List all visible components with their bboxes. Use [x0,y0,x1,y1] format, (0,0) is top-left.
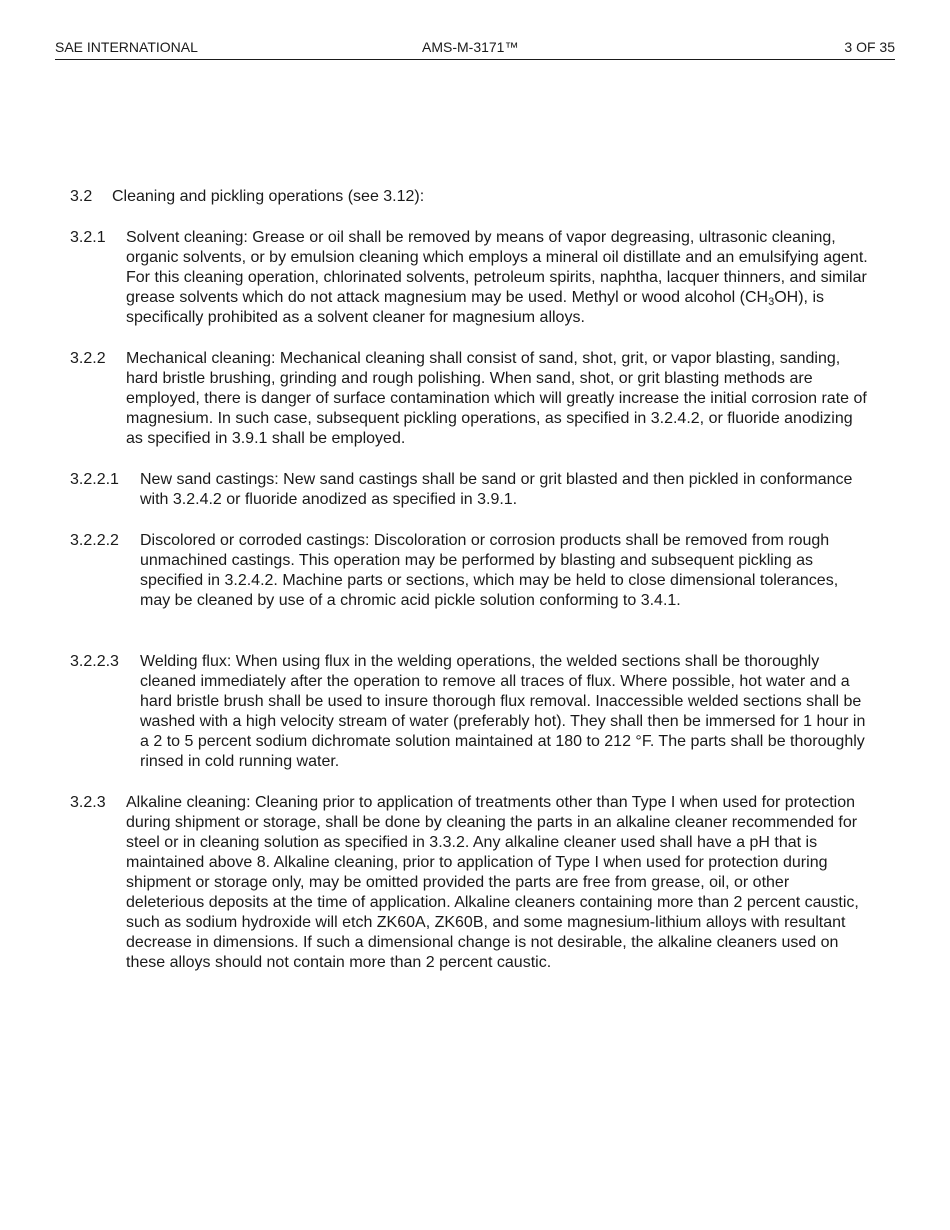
header-document-id: AMS-M-3171™ [422,39,519,55]
paragraph-number: 3.2.2.1 [70,471,119,488]
paragraph-text: Solvent cleaning: Grease or oil shall be removed by means of vapor degreasing, ultrasonic cleaning, organic solvents, or by emulsion cleaning which employs a mineral oil distillate and an emulsifying agent. For this cleaning operation, chlorinated solvents, petroleum spirits, naphtha, lacquer thinners, and similar grease solvents which do not attack magnesium may be used. Methyl or wood alcohol $(CH_3OH)$, is specifically prohibited as a solvent cleaner for magnesium alloys. [126,229,868,326]
subscript: 3 [768,296,775,308]
paragraph-text: Mechanical cleaning: Mechanical cleaning shall consist of sand, shot, grit, or vapor blasting, sanding, hard bristle brushing, grinding and rough polishing. When sand, shot, or grit blasting methods are employed, there is danger of surface contamination which will greatly increase the initial corrosion rate of magnesium. In such case, subsequent pickling operations, as specified in 3.2.4.2, or fluoride anodizing as specified in 3.9.1 shall be employed. [126,350,867,447]
paragraph-3-2-2-1 [70,470,870,510]
paragraph-text: New sand castings: New sand castings shall be sand or grit blasted and then pickled in conformance with 3.2.4.2 or fluoride anodized as specified in 3.9.1. [140,471,853,508]
paragraph-3-2-2-2 [70,531,870,611]
header-page-number: 3 OF 35 [844,39,895,55]
paragraph-3-2-3 [70,793,870,973]
paragraph-text: Alkaline cleaning: Cleaning prior to application of treatments other than Type I when used for protection during shipment or storage, shall be done by cleaning the parts in an alkaline cleaner recommended for steel or in cleaning solution as specified in 3.3.2. Any alkaline cleaner used shall have a pH that is maintained above 8. Alkaline cleaning, prior to application of Type I when used for protection during shipment or storage only, may be omitted provided the parts are free from grease, oil, or other deleterious deposits at the time of application. Alkaline cleaners containing more than 2 percent caustic, such as sodium hydroxide will etch ZK60A, ZK60B, and some magnesium-lithium alloys with resultant decrease in dimensions. If such a dimensional change is not desirable, the alkaline cleaners used on these alloys should not contain more than 2 percent caustic. [126,794,859,971]
page-header [55,37,895,60]
section-title: Cleaning and pickling operations (see 3.12): [112,188,425,205]
paragraph-number: 3.2.2 [70,350,106,367]
paragraph-number: 3.2.2.2 [70,532,119,549]
section-number: 3.2 [70,188,93,205]
header-organization: SAE INTERNATIONAL [55,39,198,55]
paragraph-number: 3.2.3 [70,794,106,811]
paragraph-3-2-1 [70,228,870,328]
paragraph-number: 3.2.2.3 [70,653,119,670]
paragraph-3-2-2-3 [70,652,870,772]
paragraph-number: 3.2.1 [70,229,106,246]
paragraph-text: Welding flux: When using flux in the welding operations, the welded sections shall be thoroughly cleaned immediately after the operation to remove all traces of flux. Where possible, hot water and a hard bristle brush shall be used to insure thorough flux removal. Inaccessible welded sections shall be washed with a high velocity stream of water (preferably hot). They shall then be immersed for 1 hour in a 2 to 5 percent sodium dichromate solution maintained at 180 to 212 °F. The parts shall be thoroughly rinsed in cold running water. [140,653,866,770]
paragraph-text: Discolored or corroded castings: Discoloration or corrosion products shall be removed from rough unmachined castings. This operation may be performed by blasting and subsequent pickling as specified in 3.2.4.2. Machine parts or sections, which may be held to close dimensional tolerances, may be cleaned by use of a chromic acid pickle solution conforming to 3.4.1. [140,532,839,609]
paragraph-3-2-2 [70,349,870,449]
section-heading [70,187,424,207]
